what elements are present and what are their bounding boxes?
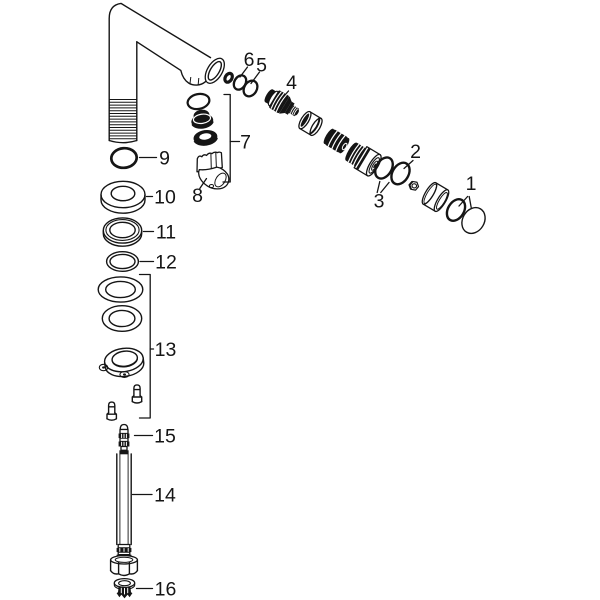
grub-screw xyxy=(409,181,419,190)
callout-label-16: 16 xyxy=(154,578,177,600)
bracket-7 xyxy=(223,95,240,183)
seal-sleeve xyxy=(322,127,351,155)
aerator-insert xyxy=(342,140,383,178)
callout-label-8: 8 xyxy=(192,185,203,207)
strainer-nut-16 xyxy=(114,579,134,599)
callout-label-3: 3 xyxy=(373,190,385,213)
callout-label-1: 1 xyxy=(465,173,477,195)
seal-set-ring xyxy=(193,129,219,147)
base-washer-10 xyxy=(101,181,145,213)
slide-nut xyxy=(297,110,325,137)
hose-nipple-15 xyxy=(119,425,130,455)
callout-label-7: 7 xyxy=(240,131,251,154)
callout-label-6: 6 xyxy=(243,49,255,71)
guide-sleeve-8 xyxy=(197,152,229,189)
connection-hose-14 xyxy=(111,454,138,576)
o-ring-5 xyxy=(241,78,260,99)
o-ring-9 xyxy=(110,147,137,169)
cartridge-part-4 xyxy=(261,86,303,122)
seal-set-cap xyxy=(190,108,214,129)
callout-label-12: 12 xyxy=(155,251,177,274)
cover-ring-11 xyxy=(103,218,141,246)
callout-label-9: 9 xyxy=(159,147,170,170)
retainer-nut xyxy=(420,181,452,214)
spout-thread xyxy=(109,100,137,139)
callout-label-5: 5 xyxy=(256,54,267,77)
end-cap-1 xyxy=(457,203,490,237)
callout-label-15: 15 xyxy=(154,425,176,448)
flat-ring-12 xyxy=(107,252,139,272)
callout-label-10: 10 xyxy=(154,186,176,209)
callout-label-4: 4 xyxy=(286,72,297,94)
callout-label-14: 14 xyxy=(154,484,176,507)
seal-set-o-ring xyxy=(186,92,211,111)
hose-nut xyxy=(111,556,138,576)
outlet-seal-ring xyxy=(223,72,233,83)
callout-label-11: 11 xyxy=(155,221,177,244)
callout-label-13: 13 xyxy=(154,339,177,361)
seal-set-7 xyxy=(186,92,218,147)
fixation-screw xyxy=(132,385,141,403)
callout-label-2: 2 xyxy=(410,141,421,163)
fixation-set-13 xyxy=(98,277,145,420)
